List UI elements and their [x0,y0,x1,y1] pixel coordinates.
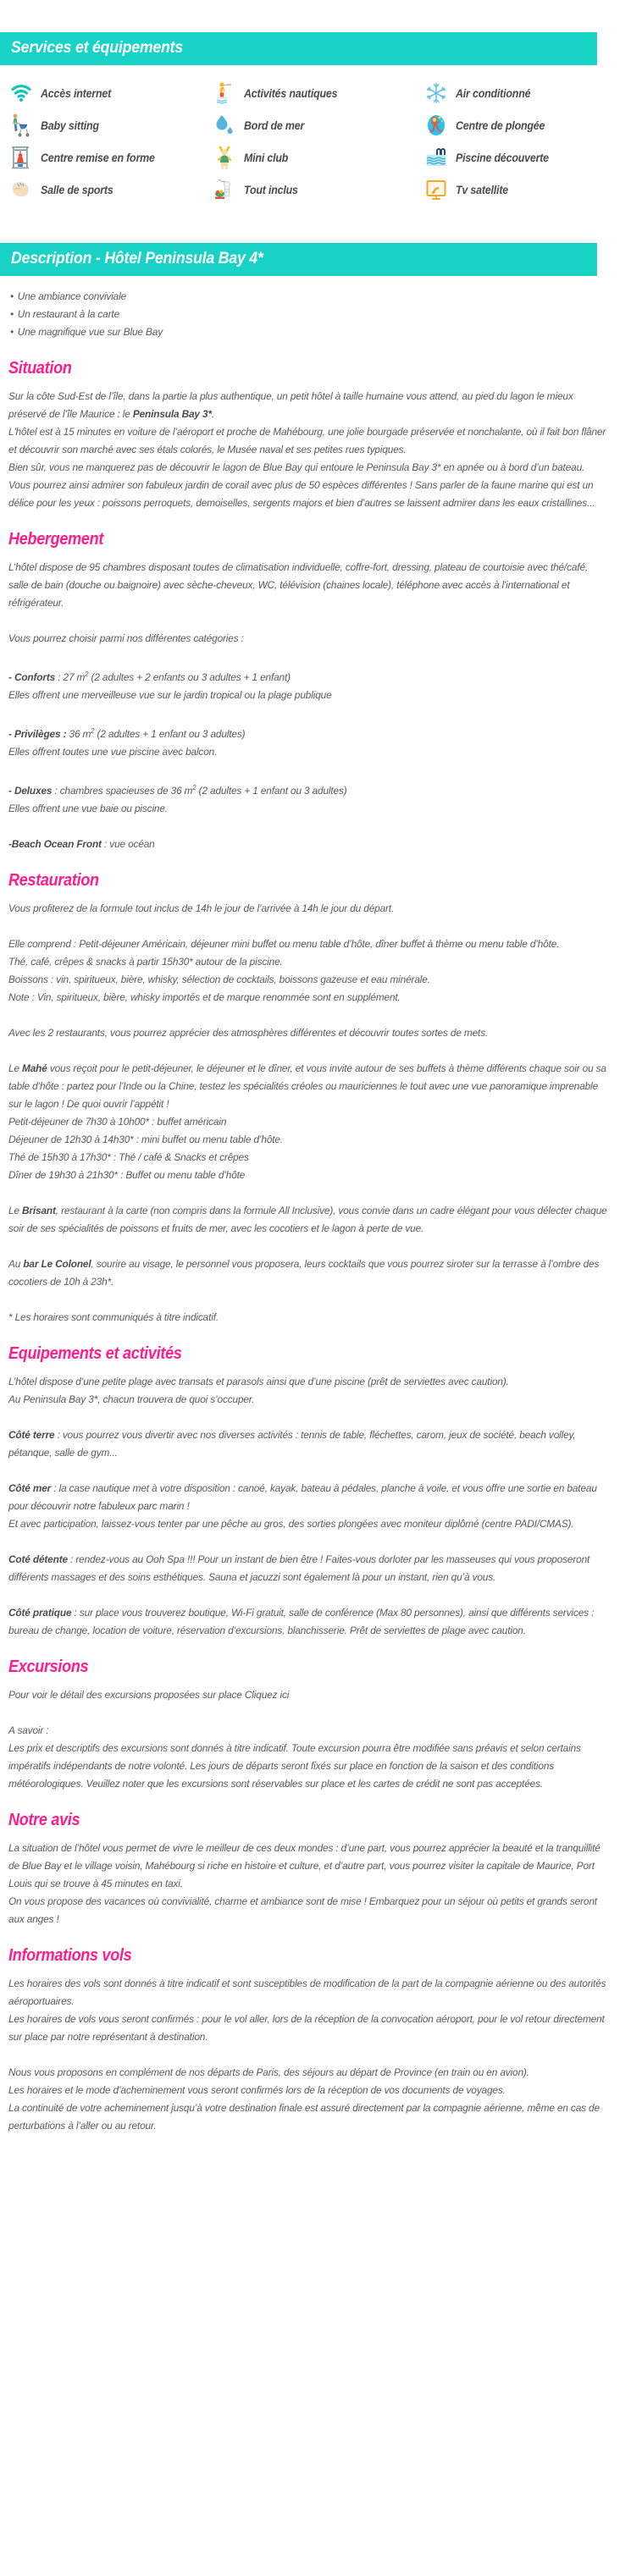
text-run: : chambres spacieuses de 36 m [52,785,193,797]
amenity-label: Accès internet [41,86,112,100]
section-spacer [0,221,642,243]
water-sports-icon [213,80,235,106]
amenity-label: Activités nautiques [244,86,338,100]
excursions-paragraph: Les prix et descriptifs des excursions sont donnés à titre indicatif. Toute excursion pourra être modifiée sans préavis et selon certains impératifs indépendants de notre volonté. Les jours de départs seront fixés sur place en fonction de la saison et des conditions météorologiques. Veuillez noter que les excursions sont réservables sur place et les cartes de crédit ne sont pas acceptées. [8,1742,581,1790]
amenity-label: Tv satellite [456,183,508,196]
biceps-icon [10,177,32,202]
cote-mer [8,1480,607,1515]
bar-le-colonel [8,1255,607,1291]
room-category-deluxes-note: Elles offrent une vue baie ou piscine. [8,803,168,815]
list-item: • Une magnifique vue sur Blue Bay [10,323,607,341]
meal-hours-tea: Thé de 15h30 à 17h30* : Thé / café & Snacks et crêpes [8,1151,249,1164]
superscript: 2 [85,670,89,678]
text-run: Sur la côte Sud-Est de l’île, dans la partie la plus authentique, un petit hôtel à taille humaine vous attend, au pied du lagon le mieux préservé de l’île Maurice : le [8,390,573,420]
text-run: (2 adultes + 2 enfants ou 3 adultes + 1 enfant) [88,671,291,684]
section-title-excursions: Excursions [8,1658,89,1677]
room-category-deluxes [8,779,607,800]
list-item: • Un restaurant à la carte [10,306,607,323]
restaurant-brisant [8,1202,607,1238]
top-spacer [0,0,642,32]
room-category-name: -Beach Ocean Front [8,838,102,851]
text-run: . [211,408,215,420]
cote-detente [8,1551,607,1586]
room-category-privileges-note: Elles offrent toutes une vue piscine avec balcon. [8,746,218,758]
text-run: (2 adultes + 1 enfant ou 3 adultes) [196,785,347,797]
text-run: vous reçoit pour le petit-déjeuner, le déjeuner et le dîner, et vous invite autour de ses buffets à thème différents chaque soir ou sa table d’hôte : partez pour l’Inde ou la Chine, testez les spécialités créoles ou mauriciennes le tout avec une vue panoramique imprenable sur le lagon ! De quoi ouvrir l’appétit ! [8,1062,606,1111]
services-banner: Services et équipements [0,32,597,65]
amenities-grid [0,65,642,221]
description-bullets [8,288,635,341]
amenity-label: Salle de sports [41,183,113,196]
amenity-item [425,77,637,109]
amenity-item [425,174,637,206]
vols-paragraph-1: Les horaires des vols sont donnés à titre indicatif et sont susceptibles de modification de la part de la compagnie aérienne ou des autorités aéroportuaires. [8,1978,606,2008]
amenity-item [10,77,213,109]
equipements-paragraph-2: Au Peninsula Bay 3*, chacun trouvera de quoi s’occuper. [8,1393,255,1406]
text-run: , restaurant à la carte (non compris dans la formule All Inclusive), vous convie dans un cadre élégant pour vous délecter chaque soir de ses spécialités de poissons et fruits de mer, avec les cocotiers et le lagon à perte de vue. [8,1205,607,1235]
description-banner: Description - Hôtel Peninsula Bay 4* [0,243,597,276]
restauration-paragraph-3: Thé, café, crêpes & snacks à partir 15h30* autour de la piscine. [8,956,283,968]
cote-terre-label: Côté terre [8,1429,55,1442]
superscript: 2 [192,784,196,792]
restauration-paragraph-6: Avec les 2 restaurants, vous pourrez apprécier des atmosphères différentes et découvrir toutes sortes de mets. [8,1027,489,1040]
text-run: Le [8,1205,23,1217]
swimming-pool-icon [425,145,447,170]
amenity-item [425,141,637,174]
amenity-item [10,109,213,141]
section-title-notre-avis: Notre avis [8,1811,80,1830]
restauration-paragraph-4: Boissons : vin, spiritueux, bière, whisky, sélection de cocktails, boissons gazeuse et eau minérale. [8,974,430,986]
mini-club-icon [213,145,235,170]
room-category-beach-ocean-front [8,836,607,853]
scuba-diver-icon [425,113,447,138]
text-run: 36 m [66,728,91,741]
meal-hours-dinner: Dîner de 19h30 à 21h30* : Buffet ou menu table d’hôte [8,1169,246,1182]
amenity-item [213,174,425,206]
vols-paragraph-2: Les horaires de vols vous seront confirmés : pour le vol aller, lors de la réception de la convocation aéroport, pour le vol retour directement sur place par notre représentant à destination. [8,2013,605,2044]
bottom-spacer [8,2135,635,2152]
amenity-label: Piscine découverte [456,151,549,164]
equipements-paragraph-1: L’hôtel dispose d’une petite plage avec transats et parasols ainsi que d’une piscine (prêt de serviettes avec caution). [8,1376,509,1388]
situation-paragraph-3: Bien sûr, vous ne manquerez pas de découvrir le lagon de Blue Bay qui entoure le Peninsula Bay 3* en apnée ou à bord d’un bateau. Vous pourrez ainsi admirer son fabuleux jardin de corail avec plus de 50 espèces différentes ! Sans parler de la faune marine qui est un délice pour les yeux : poissons perroquets, demoiselles, sergents majors et bien d’autres se laissent admirer dans les eaux cristallines... [8,461,595,509]
excursions-link-line[interactable]: Pour voir le détail des excursions proposées sur place Cliquez ici [8,1689,290,1702]
all-inclusive-icon [213,177,235,202]
situation-paragraph-2: L'hôtel est à 15 minutes en voiture de l’aéroport et proche de Mahébourg, une jolie bourgade préservée et nonchalante, où il fait bon flâner et découvrir son marché avec ses étals colorés, le Musée naval et ses petites rues typiques. [8,426,606,455]
vols-paragraph-4: Les horaires et le mode d’acheminement vous seront confirmés lors de la réception de vos documents de voyages. [8,2084,506,2097]
cote-pratique-label: Côté pratique [8,1607,72,1619]
cote-mer-extra: Et avec participation, laissez-vous tenter par une pêche au gros, des sorties plongées avec moniteur diplômé (centre PADI/CMAS). [8,1518,574,1531]
amenity-label: Mini club [244,151,289,164]
superscript: 2 [91,727,95,736]
restauration-paragraph-1: Vous profiterez de la formule tout inclus de 14h le jour de l’arrivée à 14h le jour du départ. [8,902,395,915]
meal-hours-breakfast: Petit-déjeuner de 7h30 à 10h00* : buffet américain [8,1116,227,1128]
satellite-tv-icon [425,177,447,202]
text-run: : la case nautique met à votre disposition : canoé, kayak, bateau à pédales, planche à voile, et vous offre une sortie en bateau pour découvrir notre fabuleux parc marin ! [8,1482,597,1513]
amenity-item [213,109,425,141]
restaurant-mahe [8,1060,607,1113]
amenity-label: Bord de mer [244,119,305,132]
amenity-item [425,109,637,141]
snowflake-icon [425,80,447,106]
restauration-paragraph-5: Note : Vin, spiritueux, bière, whisky importés et de marque renommée sont en supplément. [8,991,401,1004]
vols-paragraph-5: La continuité de votre acheminement jusqu’à votre destination finale est assuré directement par la compagnie aérienne, même en cas de perturbations à l’aller ou au retour. [8,2102,600,2132]
restaurant-name: Mahé [22,1062,47,1075]
restauration-footnote: * Les horaires sont communiqués à titre indicatif. [8,1311,219,1324]
text-run: : vue océan [101,838,155,851]
section-title-restauration: Restauration [8,871,99,891]
cote-terre [8,1426,607,1462]
excursions-a-savoir: A savoir : [8,1724,49,1737]
fitness-icon [10,145,32,170]
text-run: : vous pourrez vous divertir avec nos diverses activités : tennis de table, fléchettes, carom, jeux de société, beach volley, pétanque, salle de gym... [8,1429,576,1459]
amenity-item [10,174,213,206]
amenity-label: Air conditionné [456,86,531,100]
restauration-paragraph-2: Elle comprend : Petit-déjeuner Américain, déjeuner mini buffet ou menu table d’hôte, dîner buffet à thème ou menu table d’hôte. [8,938,560,951]
cote-mer-label: Côté mer [8,1482,52,1495]
description-banner-wrap [0,243,642,276]
avis-paragraph-2: On vous propose des vacances où convivialité, charme et ambiance sont de mise ! Embarquez pour un séjour où petits et grands seront aux anges ! [8,1895,597,1926]
amenity-label: Tout inclus [244,183,298,196]
room-category-conforts-note: Elles offrent une merveilleuse vue sur le jardin tropical ou la plage publique [8,689,332,702]
description-body [0,288,642,2152]
section-title-situation: Situation [8,359,72,378]
amenity-label: Centre remise en forme [41,151,155,164]
room-category-privileges [8,722,607,743]
restaurant-name: Brisant [22,1205,56,1217]
text-run: : sur place vous trouverez boutique, Wi-Fi gratuit, salle de conférence (Max 80 personnes), ainsi que différents services : bureau de change, location de voiture, réservation d’excursions, blanchisserie. Prêt de serviettes de plage avec caution. [8,1607,595,1637]
services-banner-wrap [0,32,642,65]
situation-paragraph-1 [8,388,607,423]
cote-pratique [8,1604,607,1640]
water-drop-icon [213,113,235,138]
avis-paragraph-1: La situation de l’hôtel vous permet de vivre le meilleur de ces deux mondes : d’une part, vous pourrez apprécier la beauté et la tranquillité de Blue Bay et le village voisin, Mahébourg si riche en histoire et culture, et d’autre part, vous pourrez visiter la capitale de Maurice, Port Louis qui se trouve à 45 minutes en taxi. [8,1842,600,1890]
vols-paragraph-3: Nous vous proposons en complément de nos départs de Paris, des séjours au départ de Province (en train ou en avion). [8,2066,529,2079]
text-run: : rendez-vous au Ooh Spa !!! Pour un instant de bien être ! Faites-vous dorloter par les masseuses qui vous proposeront différents massages et des soins esthétiques. Sauna et jacuzzi sont également là pour un instant, rien qu’à vous. [8,1553,590,1584]
text-run: , sourire au visage, le personnel vous proposera, leurs cocktails que vous pourrez siroter sur la terrasse à l’ombre des cocotiers de 10h à 23h*. [8,1258,600,1288]
hotel-name-emphasis: Peninsula Bay 3* [132,408,212,420]
bar-name: bar Le Colonel [23,1258,91,1271]
amenity-item [213,77,425,109]
amenity-label: Centre de plongée [456,119,545,132]
section-title-hebergement: Hebergement [8,530,104,549]
text-run: Le [8,1062,23,1075]
section-title-informations-vols: Informations vols [8,1946,132,1966]
room-category-name: - Conforts [8,671,56,684]
amenity-item [213,141,425,174]
room-category-conforts [8,665,607,687]
room-category-name: - Deluxes [8,785,53,797]
hebergement-paragraph-2: Vous pourrez choisir parmi nos différentes catégories : [8,632,244,644]
room-category-name: - Privilèges : [8,728,67,741]
meal-hours-lunch: Déjeuner de 12h30 à 14h30* : mini buffet ou menu table d’hôte. [8,1134,284,1146]
text-run: : 27 m [55,671,86,684]
wifi-icon [10,80,32,106]
list-item: • Une ambiance conviviale [10,288,607,306]
text-run: Au [8,1258,24,1271]
text-run: (2 adultes + 1 enfant ou 3 adultes) [94,728,246,741]
hebergement-paragraph-1: L’hôtel dispose de 95 chambres disposant toutes de climatisation individuelle, coffre-fort, dressing, plateau de courtoisie avec thé/café, salle de bain (douche ou baignoire) avec sèche-cheveux, WC, télévision (chaines locale), téléphone avec accès à l'international et réfrigérateur. [8,561,589,609]
baby-stroller-icon [10,113,32,138]
section-title-equipements: Equipements et activités [8,1344,182,1364]
amenity-label: Baby sitting [41,119,99,132]
cote-detente-label: Coté détente [8,1553,68,1566]
amenity-item [10,141,213,174]
